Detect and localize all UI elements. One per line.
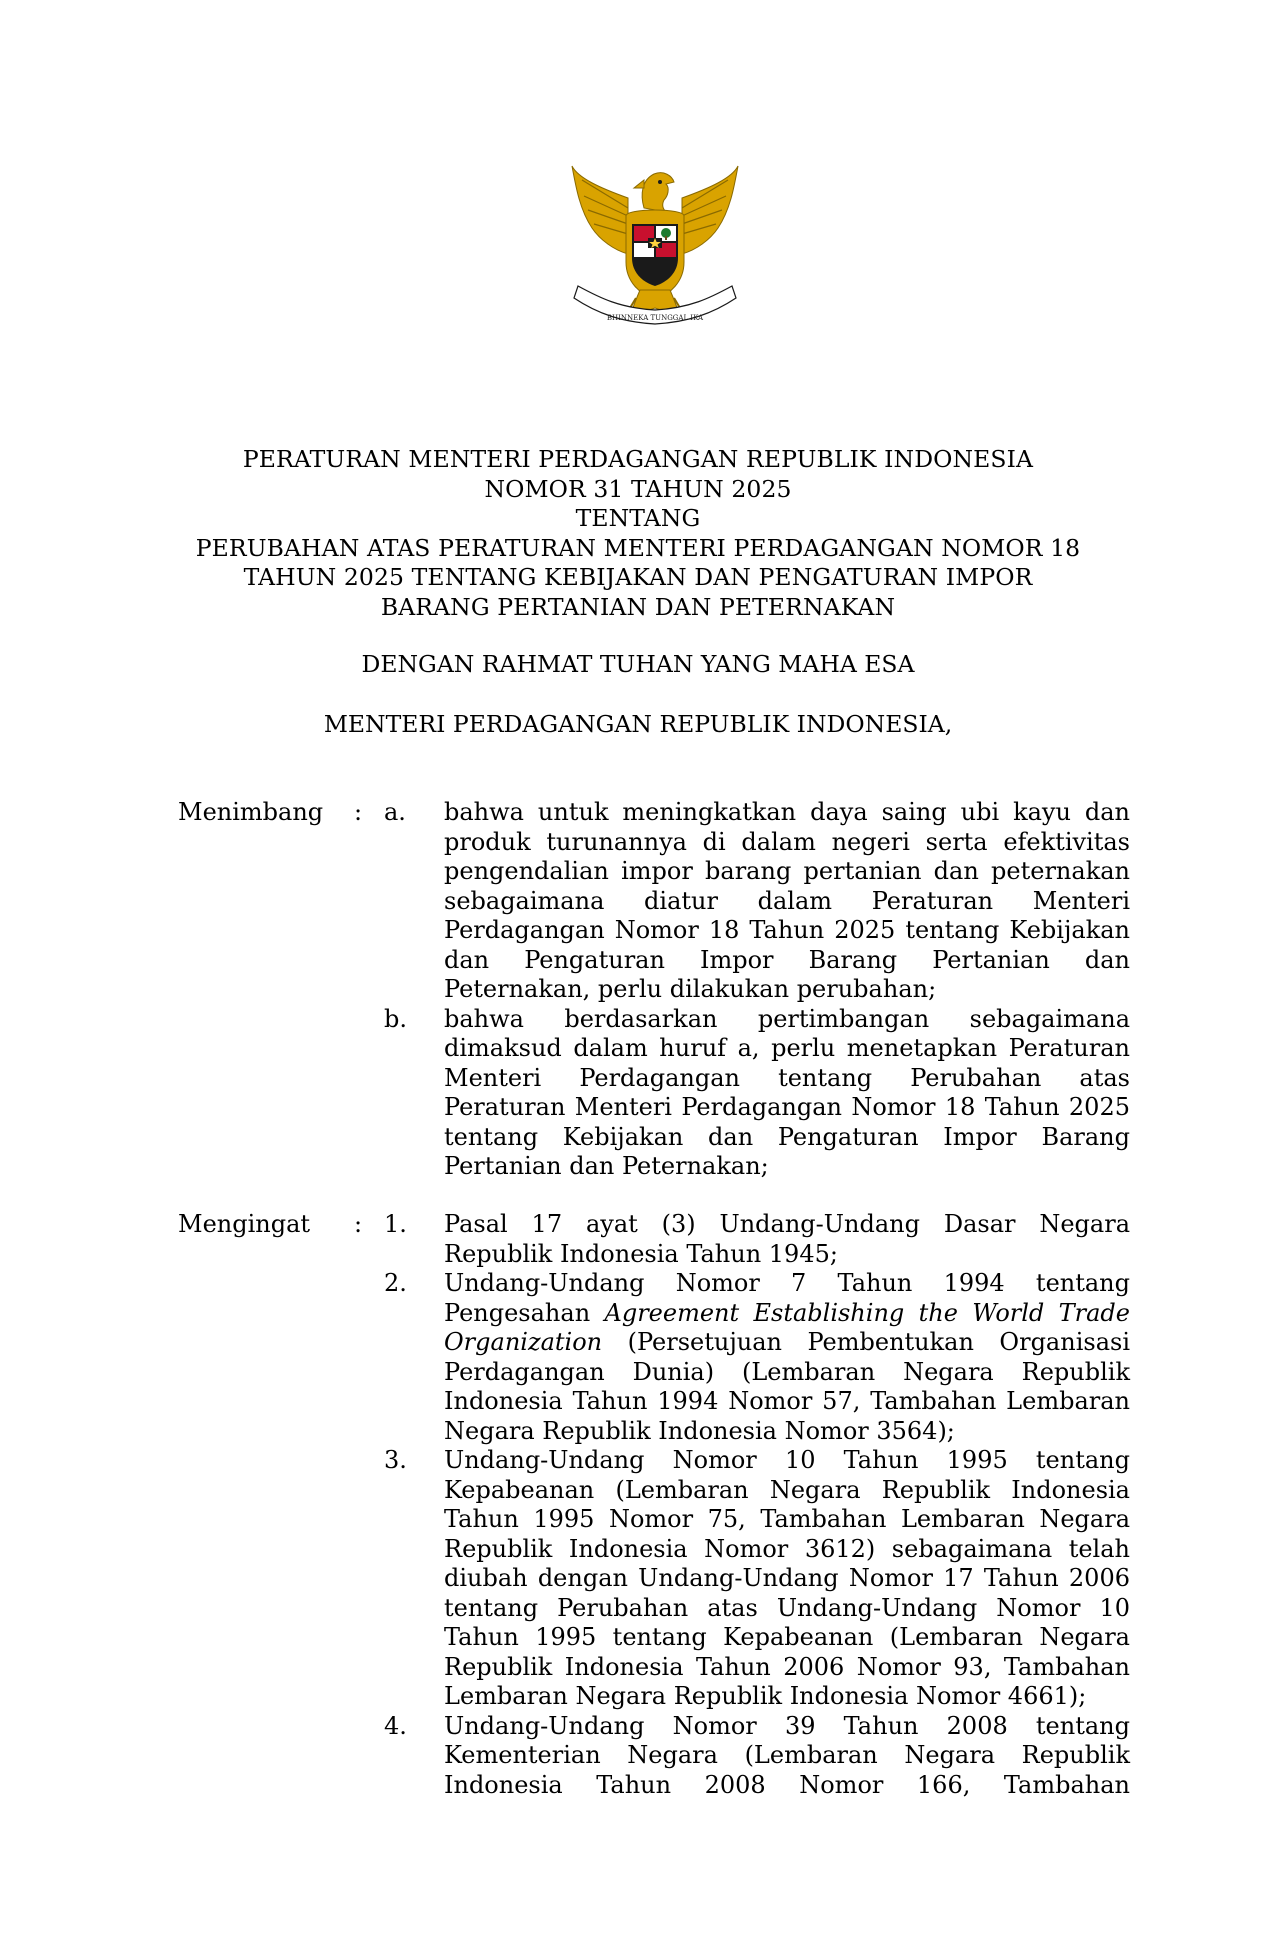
section-label: Menimbang [178, 798, 324, 826]
section-colon: : [354, 798, 363, 826]
item-text: bahwa berdasarkan pertimbangan sebagaimana dimaksud dalam huruf a, perlu menetapkan Peraturan Menteri Perdagangan tentang Perubahan atas Peraturan Menteri Perdagangan Nomor 18 Tahun 2025 tentang Kebijakan dan Pengaturan Impor Barang Pertanian dan Peternakan; [444, 1004, 1130, 1180]
garuda-emblem-icon [570, 158, 740, 334]
section-label: Mengingat [178, 1210, 311, 1238]
list-item [0, 1446, 1276, 1712]
title-line: PERATURAN MENTERI PERDAGANGAN REPUBLIK INDONESIA [242, 445, 1034, 473]
item-marker: a. [384, 798, 406, 826]
item-text-italic: Agreement Establishing the World Trade Organization [444, 1298, 1130, 1356]
title-line: PERUBAHAN ATAS PERATURAN MENTERI PERDAGANGAN NOMOR 18 [195, 533, 1081, 562]
section-colon: : [354, 1210, 363, 1238]
item-text-part: Undang-Undang Nomor 7 Tahun 1994 tentang Pengesahan [444, 1269, 1130, 1327]
item-marker: 2. [384, 1269, 407, 1297]
item-text [444, 1269, 1130, 1446]
item-text-part: (Persetujuan Pembentukan Organisasi Perdagangan Dunia) (Lembaran Negara Republik Indonesia Tahun 1994 Nomor 57, Tambahan Lembaran Negara Republik Indonesia Nomor 3564); [444, 1328, 1130, 1445]
list-item [0, 1712, 1276, 1801]
item-text: Undang-Undang Nomor 10 Tahun 1995 tentang Kepabeanan (Lembaran Negara Republik Indonesia Tahun 1995 Nomor 75, Tambahan Lembaran Negara Republik Indonesia Nomor 3612) sebagaimana telah diubah dengan Undang-Undang Nomor 17 Tahun 2006 tentang Perubahan atas Undang-Undang Nomor 10 Tahun 1995 tentang Kepabeanan (Lembaran Negara Republik Indonesia Tahun 2006 Nomor 93, Tambahan Lembaran Negara Republik Indonesia Nomor 4661); [444, 1446, 1130, 1710]
item-text: Undang-Undang Nomor 39 Tahun 2008 tentang Kementerian Negara (Lembaran Negara Republik Indonesia Tahun 2008 Nomor 166, Tambahan [444, 1711, 1130, 1799]
rahmat-line: DENGAN RAHMAT TUHAN YANG MAHA ESA [361, 650, 915, 678]
list-item [0, 1269, 1276, 1446]
title-line: BARANG PERTANIAN DAN PETERNAKAN [380, 592, 896, 621]
motto-text: BHINNEKA TUNGGAL IKA [606, 314, 704, 322]
item-marker: 4. [384, 1711, 407, 1740]
menimbang-section [0, 798, 1276, 1182]
item-marker: 1. [384, 1210, 407, 1238]
list-item [0, 1210, 1276, 1269]
item-marker: 3. [384, 1446, 407, 1474]
regulation-title [130, 445, 1146, 622]
title-line: TAHUN 2025 TENTANG KEBIJAKAN DAN PENGATURAN IMPOR [243, 563, 1033, 591]
list-item [0, 798, 1276, 1005]
item-text: Pasal 17 ayat (3) Undang-Undang Dasar Negara Republik Indonesia Tahun 1945; [444, 1210, 1130, 1268]
title-line: NOMOR 31 TAHUN 2025 [484, 474, 792, 503]
item-text: bahwa untuk meningkatkan daya saing ubi kayu dan produk turunannya di dalam negeri serta efektivitas pengendalian impor barang pertanian dan peternakan sebagaimana diatur dalam Peraturan Menteri Perdagangan Nomor 18 Tahun 2025 tentang Kebijakan dan Pengaturan Impor Barang Pertanian dan Peternakan, perlu dilakukan perubahan; [444, 798, 1130, 1003]
title-line: TENTANG [575, 504, 701, 532]
item-marker: b. [384, 1004, 407, 1033]
mengingat-section [0, 1210, 1276, 1800]
menteri-line: MENTERI PERDAGANGAN REPUBLIK INDONESIA, [323, 710, 953, 738]
list-item [0, 1005, 1276, 1182]
